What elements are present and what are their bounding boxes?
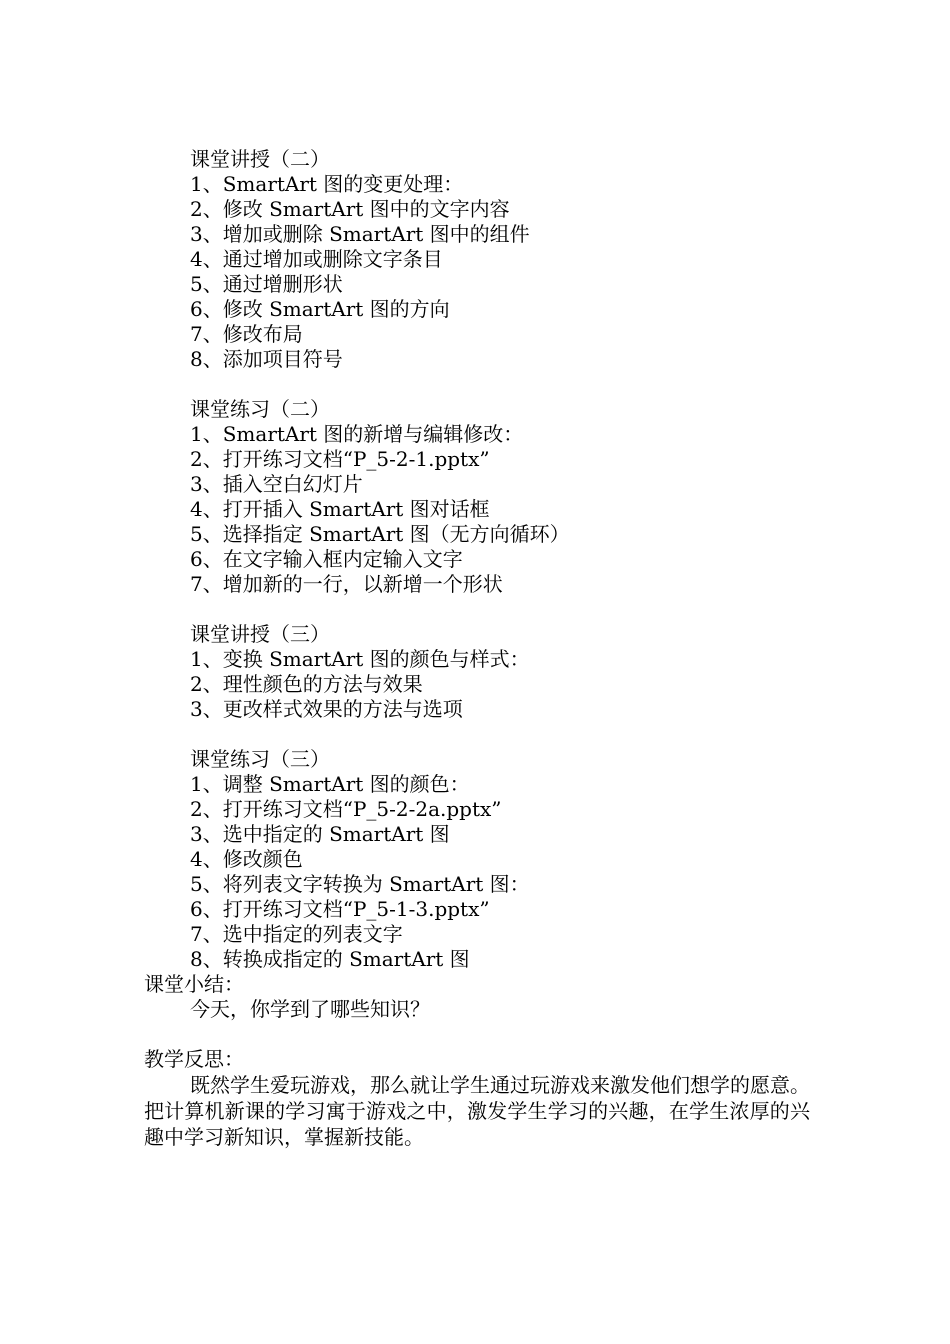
list-item: 2、打开练习文档“P_5-2-2a.pptx” (190, 797, 502, 821)
list-item: 2、理性颜色的方法与效果 (190, 672, 423, 696)
reflection-paragraph: 既然学生爱玩游戏，那么就让学生通过玩游戏来激发他们想学的愿意。把计算机新课的学习寓于游戏之中，激发学生学习的兴趣，在学生浓厚的兴趣中学习新知识，掌握新技能。 (144, 1073, 810, 1149)
list-item: 3、更改样式效果的方法与选项 (190, 697, 463, 721)
list-item: 6、打开练习文档“P_5-1-3.pptx” (190, 897, 490, 921)
section-lecture-3 (144, 622, 810, 722)
list-item: 3、增加或删除 SmartArt 图中的组件 (190, 222, 530, 246)
summary-text: 今天，你学到了哪些知识？ (190, 997, 430, 1021)
list-item: 4、打开插入 SmartArt 图对话框 (190, 497, 490, 521)
spacer (144, 597, 810, 622)
list-item: 8、转换成指定的 SmartArt 图 (190, 947, 470, 971)
list-item: 6、在文字输入框内定输入文字 (190, 547, 463, 571)
section-title: 课堂讲授（三） (190, 622, 330, 646)
list-item: 7、修改布局 (190, 322, 303, 346)
summary-title: 课堂小结： (144, 972, 244, 996)
spacer (144, 1022, 810, 1047)
list-item: 1、调整 SmartArt 图的颜色： (190, 772, 470, 796)
spacer (144, 372, 810, 397)
list-item: 6、修改 SmartArt 图的方向 (190, 297, 450, 321)
section-summary (144, 972, 810, 1022)
section-title: 课堂练习（二） (190, 397, 330, 421)
section-lecture-2 (144, 147, 810, 372)
section-practice-3 (144, 747, 810, 972)
list-item: 2、打开练习文档“P_5-2-1.pptx” (190, 447, 490, 471)
section-title: 课堂讲授（二） (190, 147, 330, 171)
list-item: 8、添加项目符号 (190, 347, 343, 371)
list-item: 5、将列表文字转换为 SmartArt 图： (190, 872, 530, 896)
list-item: 3、插入空白幻灯片 (190, 472, 363, 496)
list-item: 1、变换 SmartArt 图的颜色与样式： (190, 647, 530, 671)
list-item: 1、SmartArt 图的新增与编辑修改： (190, 422, 524, 446)
list-item: 7、选中指定的列表文字 (190, 922, 403, 946)
list-item: 7、增加新的一行，以新增一个形状 (190, 572, 503, 596)
document-content (144, 147, 810, 1150)
section-reflection (144, 1047, 810, 1150)
list-item: 4、修改颜色 (190, 847, 303, 871)
list-item: 2、修改 SmartArt 图中的文字内容 (190, 197, 510, 221)
list-item: 1、SmartArt 图的变更处理： (190, 172, 464, 196)
reflection-title: 教学反思： (144, 1047, 244, 1071)
section-practice-2 (144, 397, 810, 597)
list-item: 4、通过增加或删除文字条目 (190, 247, 443, 271)
list-item: 5、选择指定 SmartArt 图（无方向循环） (190, 522, 570, 546)
section-title: 课堂练习（三） (190, 747, 330, 771)
spacer (144, 722, 810, 747)
list-item: 3、选中指定的 SmartArt 图 (190, 822, 450, 846)
list-item: 5、通过增删形状 (190, 272, 343, 296)
